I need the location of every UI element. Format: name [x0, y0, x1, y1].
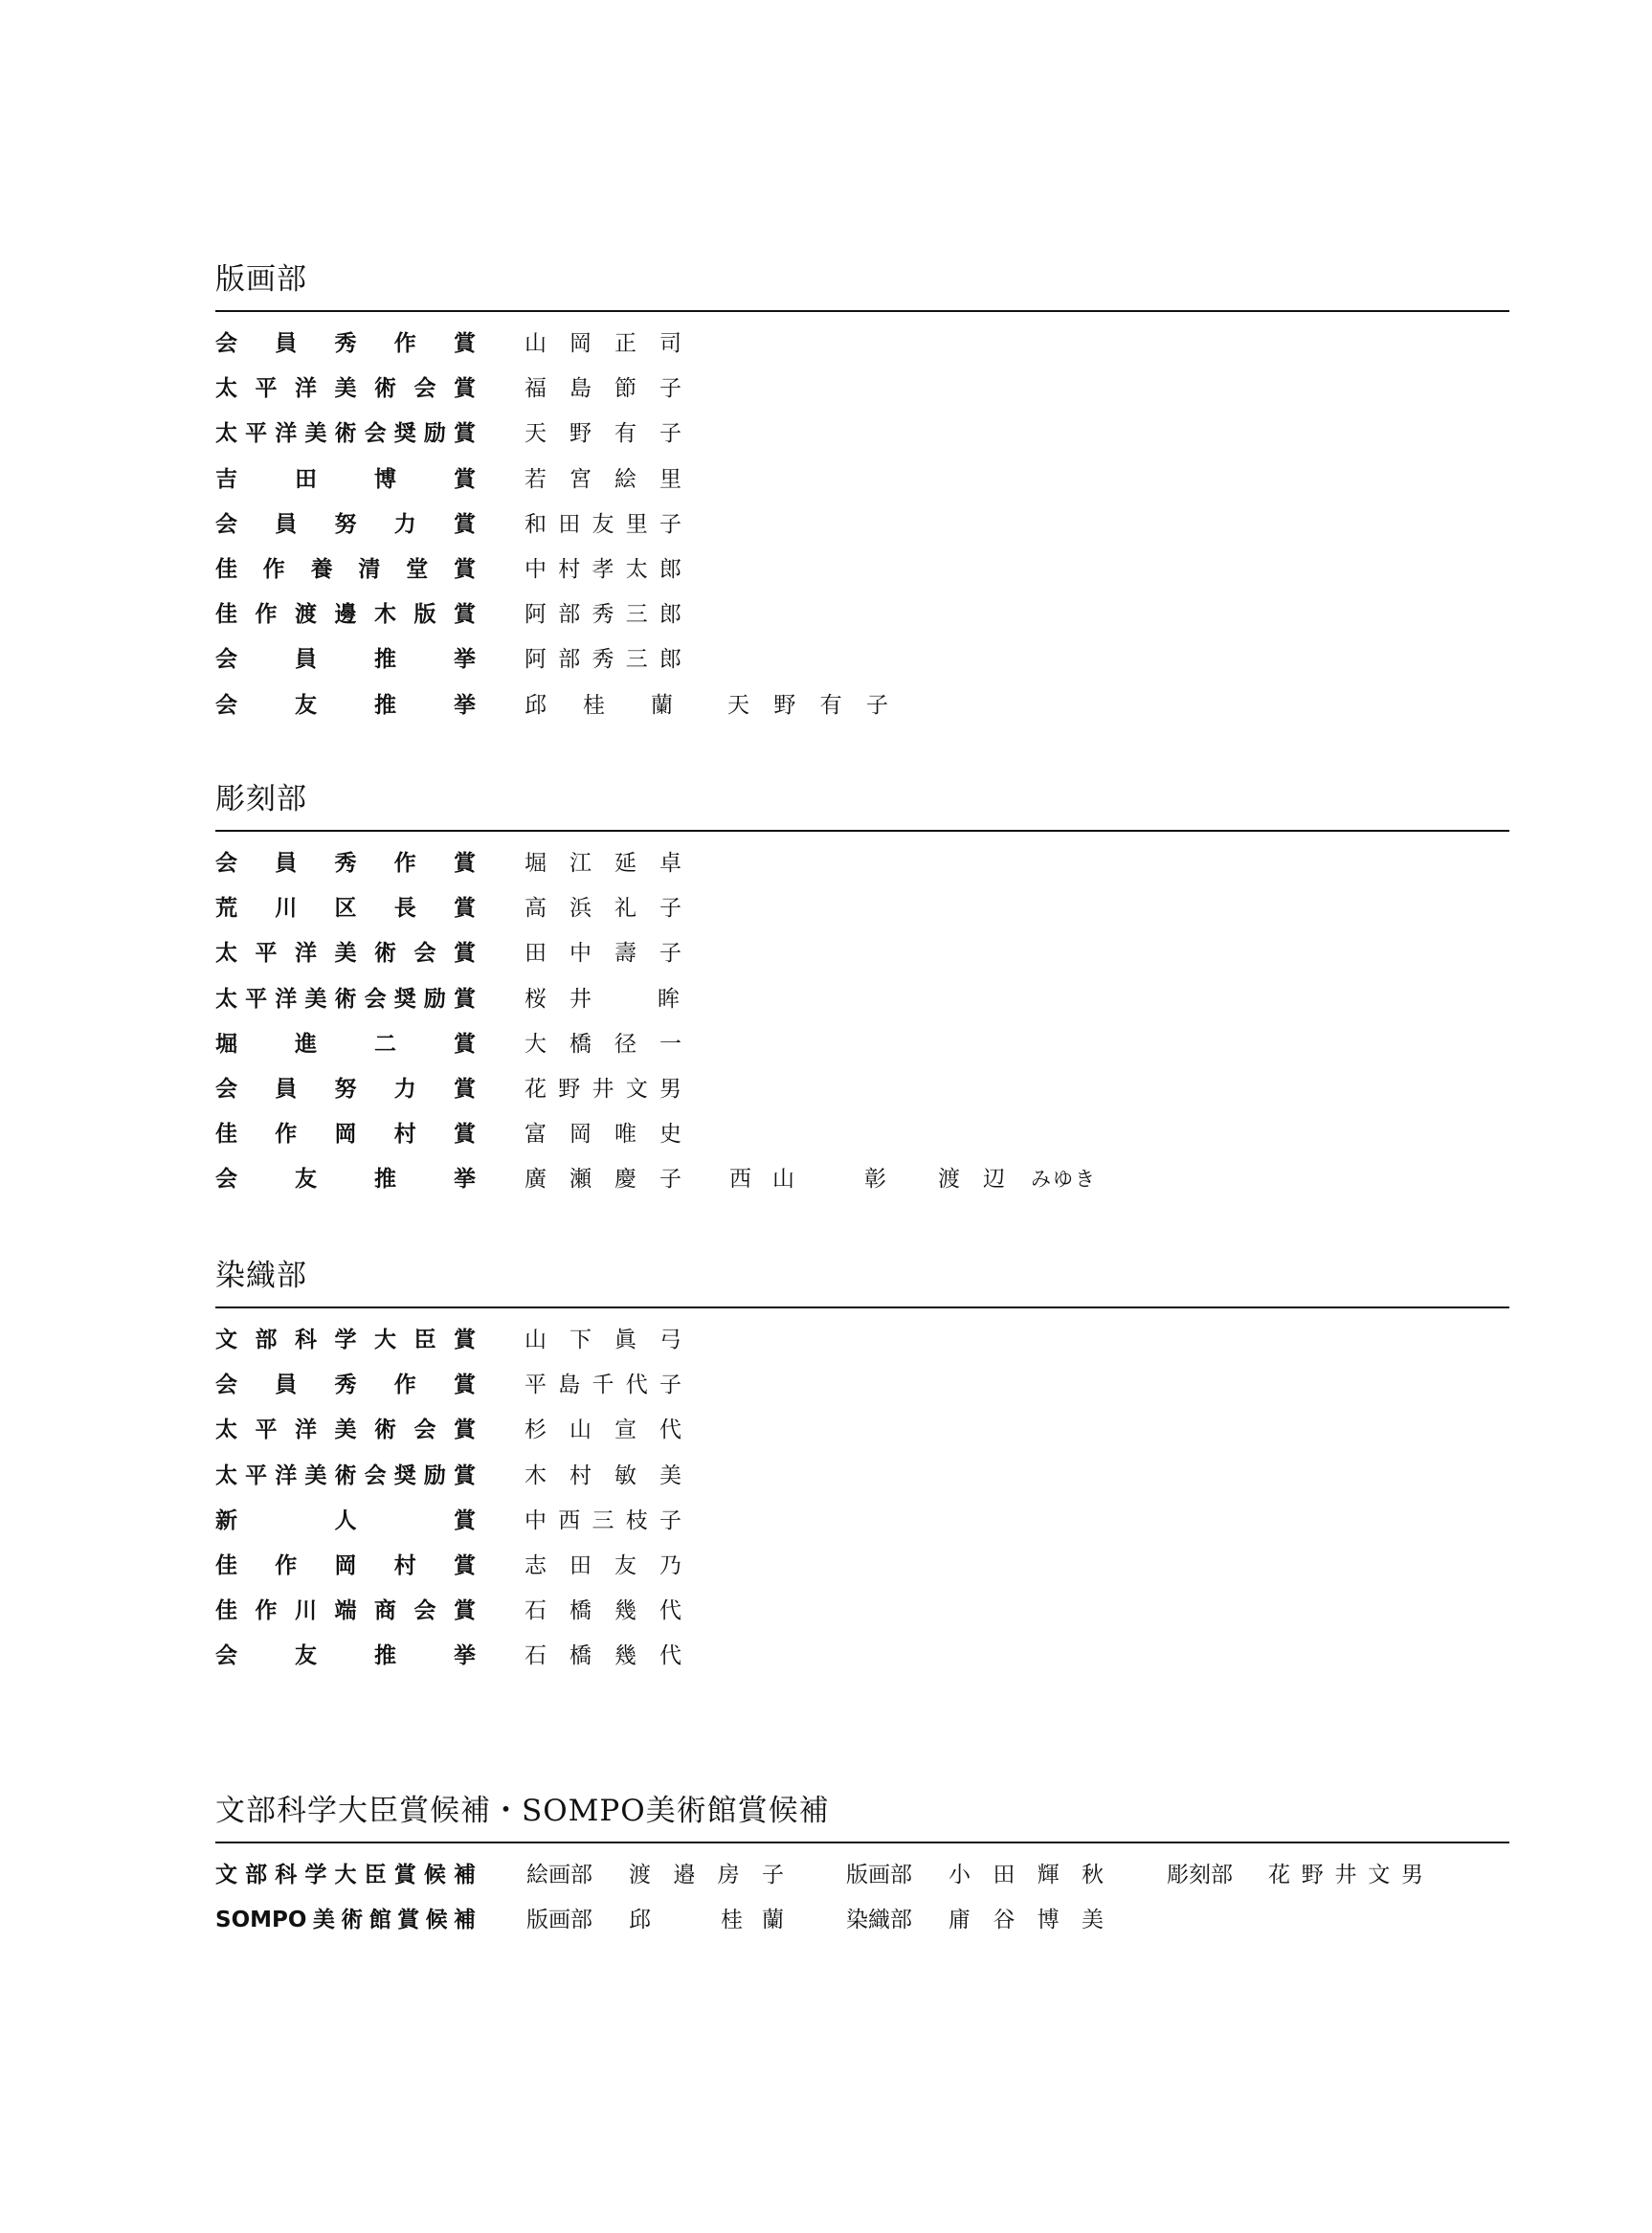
winner-name: 花 野 井 文 男: [525, 1076, 681, 1102]
award-name: 佳 作 川 端 商 会 賞: [215, 1598, 476, 1624]
winner-name: 石 橋 幾 代: [525, 1598, 681, 1624]
department-label: 版画部: [846, 1863, 912, 1887]
candidate-row: [215, 1906, 1509, 1951]
winner-name: 平 島 千 代 子: [525, 1373, 681, 1398]
award-name: 会 友 推 挙: [215, 1643, 476, 1669]
award-row: [215, 555, 1509, 600]
winner-name-given: 桂 蘭: [583, 692, 673, 718]
award-row: [215, 645, 1509, 690]
award-name: SOMPO美術館賞候補: [215, 1908, 476, 1933]
winner-name: 堀 江 延 卓: [525, 851, 681, 876]
award-row: [215, 894, 1509, 939]
award-name: 吉 田 博 賞: [215, 466, 476, 492]
section-choukoku: [215, 780, 1509, 1211]
department-label: 絵画部: [526, 1863, 592, 1887]
winner-name: 福 島 節 子: [525, 376, 681, 402]
candidate-name-given: 桂 蘭: [721, 1908, 784, 1933]
award-name: 文 部 科 学 大 臣 賞: [215, 1328, 476, 1352]
award-name: 佳 作 岡 村 賞: [215, 1552, 476, 1578]
award-row: [215, 1552, 1509, 1597]
award-row: [215, 465, 1509, 510]
candidate-name: 渡 邉 房 子: [629, 1863, 784, 1887]
award-name: 会 員 秀 作 賞: [215, 331, 476, 356]
winner-name: 石 橋 幾 代: [525, 1643, 681, 1669]
award-name: 文 部 科 学 大 臣 賞 候 補: [215, 1863, 476, 1887]
award-row: [215, 419, 1509, 464]
winner-name-3-given: みゆき: [1031, 1168, 1097, 1192]
department-label: 版画部: [526, 1908, 592, 1933]
award-name: 会 友 推 挙: [215, 1167, 476, 1193]
department-label: 彫刻部: [1167, 1863, 1233, 1887]
award-name: 堀 進 二 賞: [215, 1031, 476, 1057]
award-row: [215, 1462, 1509, 1507]
winner-name: 大 橋 径 一: [525, 1031, 681, 1057]
award-name: 太 平 洋 美 術 会 奨 励 賞: [215, 1463, 476, 1488]
award-name: 太 平 洋 美 術 会 奨 励 賞: [215, 421, 476, 447]
award-row: [215, 329, 1509, 374]
winner-name: 木 村 敏 美: [525, 1463, 681, 1488]
award-name: 会 員 秀 作 賞: [215, 851, 476, 876]
award-name: 荒 川 区 長 賞: [215, 896, 476, 922]
award-row: [215, 691, 1509, 736]
winner-name: 邱: [525, 692, 547, 718]
winner-name: 山 岡 正 司: [525, 331, 681, 356]
candidate-name: 邱: [629, 1908, 651, 1933]
section-candidates: [215, 1792, 1509, 1951]
winner-name-3: 渡 辺: [938, 1167, 1005, 1193]
winner-name: 田 中 壽 子: [525, 941, 681, 967]
winner-name: 志 田 友 乃: [525, 1552, 681, 1578]
winner-name-2: 天 野 有 子: [727, 692, 888, 718]
winner-name: 阿 部 秀 三 郎: [525, 647, 681, 673]
candidate-name: 小 田 輝 秋: [949, 1863, 1104, 1887]
winner-name-2: 西 山: [729, 1167, 794, 1193]
winner-name: 桜 井: [525, 986, 592, 1012]
winner-name: 廣 瀬 慶 子: [525, 1167, 681, 1193]
section-hanga: [215, 260, 1509, 736]
award-row: [215, 985, 1509, 1030]
winner-name-2-given: 彰: [864, 1167, 886, 1193]
award-name: 佳 作 養 清 堂 賞: [215, 556, 476, 582]
winner-name: 阿 部 秀 三 郎: [525, 602, 681, 628]
winner-name: 杉 山 宣 代: [525, 1418, 681, 1443]
winner-name: 天 野 有 子: [525, 421, 681, 447]
award-row: [215, 374, 1509, 419]
award-name: 太 平 洋 美 術 会 賞: [215, 941, 476, 967]
award-name: 新 人 賞: [215, 1507, 476, 1533]
award-name: 会 員 推 挙: [215, 647, 476, 673]
section-title: 版画部: [215, 260, 1509, 312]
section-title: 彫刻部: [215, 780, 1509, 832]
award-row: [215, 1641, 1509, 1686]
award-row: [215, 1507, 1509, 1552]
award-row: [215, 1371, 1509, 1416]
award-row: [215, 1165, 1509, 1210]
award-name: 佳 作 渡 邊 木 版 賞: [215, 602, 476, 628]
award-row: [215, 1120, 1509, 1165]
section-title: 文部科学大臣賞候補・SOMPO美術館賞候補: [215, 1792, 1509, 1843]
winner-name: 中 村 孝 太 郎: [525, 556, 681, 582]
award-name: 会 員 努 力 賞: [215, 511, 476, 537]
award-name: 会 友 推 挙: [215, 692, 476, 718]
award-row: [215, 600, 1509, 645]
winner-name: 富 岡 唯 史: [525, 1122, 681, 1148]
award-row: [215, 1326, 1509, 1371]
candidate-name: 花 野 井 文 男: [1268, 1863, 1423, 1887]
winner-name-given: 眸: [658, 986, 680, 1012]
award-name: 会 員 秀 作 賞: [215, 1373, 476, 1398]
winner-name: 高 浜 礼 子: [525, 896, 681, 922]
section-senshoku: [215, 1257, 1509, 1687]
winner-name: 山 下 眞 弓: [525, 1328, 681, 1352]
award-row: [215, 1030, 1509, 1075]
award-row: [215, 1416, 1509, 1461]
award-row: [215, 1075, 1509, 1120]
award-row: [215, 939, 1509, 984]
award-row: [215, 849, 1509, 894]
award-row: [215, 1597, 1509, 1641]
award-name: 太 平 洋 美 術 会 奨 励 賞: [215, 986, 476, 1012]
award-name: 会 員 努 力 賞: [215, 1076, 476, 1102]
winner-name: 中 西 三 枝 子: [525, 1507, 681, 1533]
winner-name: 和 田 友 里 子: [525, 511, 681, 537]
section-title: 染織部: [215, 1257, 1509, 1308]
award-name: 太 平 洋 美 術 会 賞: [215, 1418, 476, 1443]
candidate-name: 庯 谷 博 美: [949, 1908, 1104, 1933]
award-row: [215, 510, 1509, 555]
award-name: 太 平 洋 美 術 会 賞: [215, 376, 476, 402]
department-label: 染織部: [846, 1908, 912, 1933]
winner-name: 若 宮 絵 里: [525, 466, 681, 492]
candidate-row: [215, 1861, 1509, 1906]
award-name: 佳 作 岡 村 賞: [215, 1122, 476, 1148]
